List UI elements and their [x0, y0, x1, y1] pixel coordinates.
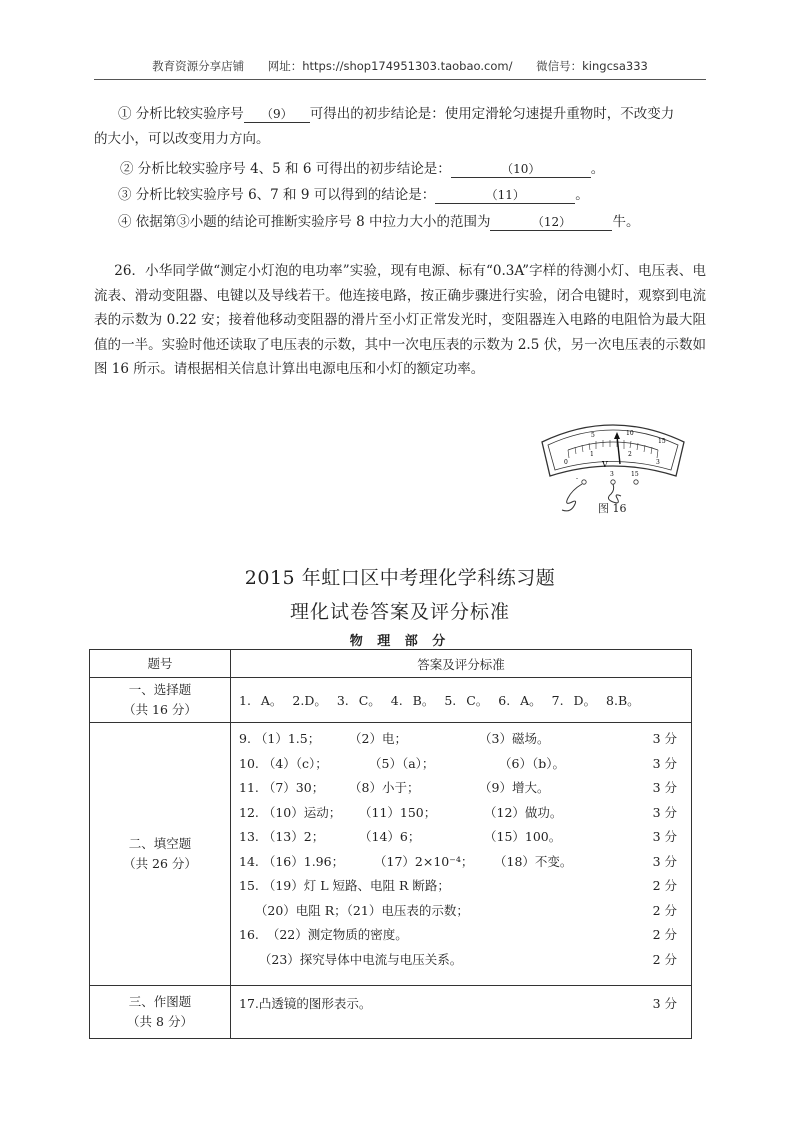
scale-top-10: 10 — [626, 430, 634, 437]
terminal-15 — [634, 480, 638, 484]
answer-table — [89, 649, 692, 1039]
answer-title-1: 2015 年虹口区中考理化学科练习题 — [244, 567, 556, 589]
score: 3 分 — [652, 829, 677, 844]
table-row-choice — [90, 678, 692, 723]
draw-points: （共 8 分） — [127, 1014, 193, 1029]
fill-row: 9. （1）1.5； （2）电； （3）磁场。 3 分 — [231, 727, 691, 752]
draw-answer-cell — [231, 986, 692, 1039]
wechat-id: 微信号：kingcsa333 — [536, 59, 648, 73]
fill-row: （20）电阻 R；（21）电压表的示数； 2 分 — [231, 899, 691, 924]
score: 2 分 — [652, 878, 677, 893]
choice-label-cell — [90, 678, 231, 723]
terminal-label-15: 15 — [631, 471, 639, 478]
score: 3 分 — [652, 804, 677, 820]
choice-points: （共 16 分） — [123, 702, 197, 717]
shop-name: 教育资源分享店铺 — [152, 59, 245, 73]
score: 3 分 — [652, 780, 677, 795]
header-question-no: 题号 — [90, 650, 231, 678]
score: 3 分 — [652, 996, 677, 1011]
q25-item-1: ① 分析比较实验序号 （9） 可得出的初步结论是：使用定滑轮匀速提升重物时，不改变力 — [118, 106, 675, 122]
fill-answers-cell — [231, 723, 692, 986]
fill-label: 二、填空题 — [128, 836, 192, 851]
page-header — [94, 58, 706, 80]
fill-row: 10. （4）（c）； （5）（a）； （6）（b）。 3 分 — [231, 752, 691, 777]
table-row-fill — [90, 723, 692, 986]
blank-9: （9） — [244, 106, 310, 123]
blank-12: （12） — [490, 214, 612, 231]
score: 2 分 — [652, 927, 677, 942]
fill-row: 15. （19）灯 L 短路、电阻 R 断路； 2 分 — [231, 874, 691, 899]
table-row-draw — [90, 986, 692, 1039]
figure-16-label: 图 16 — [598, 502, 627, 515]
draw-row: 17.凸透镜的图形表示。 3 分 — [231, 992, 691, 1017]
scale-bottom-0: 0 — [564, 459, 568, 466]
meter-needle — [617, 436, 620, 464]
fill-row: 13. （13）2； （14）6； （15）100。 3 分 — [231, 825, 691, 850]
terminal-negative — [582, 480, 586, 484]
terminal-3 — [611, 480, 615, 484]
fill-label-cell — [90, 723, 231, 986]
fill-points: （共 26 分） — [123, 856, 197, 871]
header-answer: 答案及评分标准 — [231, 650, 692, 678]
blank-10: （10） — [451, 161, 591, 178]
scale-top-15: 15 — [658, 438, 666, 445]
score: 2 分 — [652, 951, 677, 967]
fill-row: 11. （7）30； （8）小于； （9）增大。 3 分 — [231, 776, 691, 801]
score: 3 分 — [652, 755, 677, 771]
fill-row: 16. （22）测定物质的密度。 2 分 — [231, 923, 691, 948]
fill-row: 14. （16）1.96； （17）2×10⁻⁴； （18）不变。 3 分 — [231, 850, 691, 875]
shop-url[interactable]: 网址：https://shop174951303.taobao.com/ — [267, 59, 513, 73]
choice-label: 一、选择题 — [128, 682, 192, 697]
scale-bottom-2: 2 — [628, 451, 632, 458]
scale-bottom-3: 3 — [656, 459, 660, 466]
score: 2 分 — [652, 902, 677, 918]
q25-item-1-cont: 的大小，可以改变用力方向。 — [94, 131, 270, 147]
blank-11: （11） — [435, 187, 575, 204]
draw-label-cell — [90, 986, 231, 1039]
score: 3 分 — [652, 853, 677, 869]
voltmeter-symbol: V — [602, 460, 608, 469]
terminal-label-neg: - — [576, 475, 579, 482]
q25-item-4: ④ 依据第③小题的结论可推断实验序号 8 中拉力大小的范围为 （12） 牛。 — [118, 214, 640, 230]
section-title: 物 理 部 分 — [349, 634, 451, 649]
choice-answers: 1. A。 2.D。 3. C。 4. B。 5. C。 6. A。 7. D。 8.B。 — [231, 678, 692, 723]
score: 3 分 — [652, 731, 677, 746]
fill-row: 12. （10）运动； （11）150； （12）做功。 3 分 — [231, 801, 691, 826]
q25-item-2: ② 分析比较实验序号 4、5 和 6 可得出的初步结论是： （10） 。 — [120, 161, 605, 177]
fill-row: （23）探究导体中电流与电压关系。 2 分 — [231, 948, 691, 973]
scale-top-5: 5 — [591, 432, 595, 439]
table-header-row — [90, 650, 692, 678]
q26-text: 26．小华同学做“测定小灯泡的电功率”实验，现有电源、标有“0.3A”字样的待测小灯、电压表、电流表、滑动变阻器、电键以及导线若干。他连接电路，按正确步骤进行实验，闭合电键时，观察到电流表的示数为 0.22 安；接着他移动变阻器的滑片至小灯正常发光时，变阻器连入电路的电阻恰为最大阻值的一半。实验时他还读取了电压表的示数，其中一次电压表的示数为 2.5 伏，另一次电压表的示数如图 16 所示。请根据相关信息计算出电源电压和小灯的额定功率。 — [94, 263, 706, 377]
answer-title-2: 理化试卷答案及评分标准 — [289, 601, 510, 623]
needle-tip — [614, 432, 620, 439]
wire-left — [562, 484, 582, 511]
draw-label: 三、作图题 — [128, 994, 192, 1009]
q25-item-3: ③ 分析比较实验序号 6、7 和 9 可以得到的结论是： （11） 。 — [118, 187, 589, 203]
terminal-label-3: 3 — [610, 471, 614, 478]
scale-bottom-1: 1 — [590, 451, 594, 458]
